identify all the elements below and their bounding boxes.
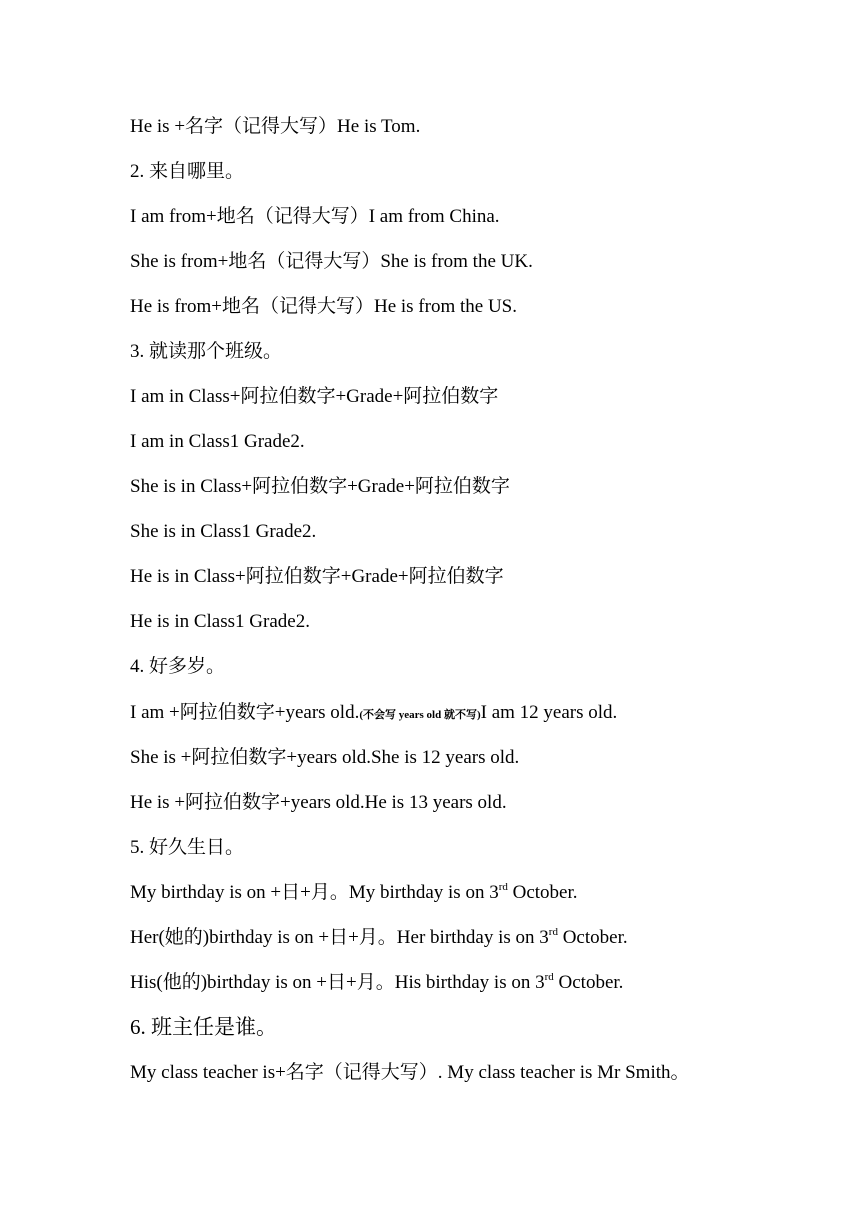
section-heading: 2. 来自哪里。 xyxy=(130,161,245,182)
superscript: rd xyxy=(544,970,554,983)
text-line xyxy=(130,701,617,727)
text-line: I am in Class1 Grade2. xyxy=(130,431,305,452)
text-segment: His(他的)birthday is on +日+月。His birthday is on 3 xyxy=(130,972,545,993)
text-line: He is in Class+阿拉伯数字+Grade+阿拉伯数字 xyxy=(130,566,504,587)
small-note: (不会写 years old 就不写) xyxy=(359,709,481,721)
text-segment: I am 12 years old. xyxy=(480,702,618,723)
superscript: rd xyxy=(548,925,558,938)
text-segment: Her(她的)birthday is on +日+月。Her birthday is on 3 xyxy=(130,927,549,948)
text-segment: I am +阿拉伯数字+years old. xyxy=(130,702,360,723)
text-line: She is +阿拉伯数字+years old.She is 12 years old. xyxy=(130,747,520,768)
text-line: I am from+地名（记得大写）I am from China. xyxy=(130,206,500,227)
section-heading: 6. 班主任是谁。 xyxy=(130,1015,277,1039)
text-line: She is in Class+阿拉伯数字+Grade+阿拉伯数字 xyxy=(130,476,510,497)
text-segment: October. xyxy=(507,882,578,903)
text-line: She is in Class1 Grade2. xyxy=(130,521,317,542)
section-heading: 3. 就读那个班级。 xyxy=(130,341,283,362)
superscript: rd xyxy=(498,880,508,893)
text-segment: My birthday is on +日+月。My birthday is on 3 xyxy=(130,882,499,903)
text-line: He is +阿拉伯数字+years old.He is 13 years old. xyxy=(130,792,507,813)
text-line: My class teacher is+名字（记得大写）. My class teacher is Mr Smith。 xyxy=(130,1062,690,1083)
text-line xyxy=(130,881,578,905)
text-line: She is from+地名（记得大写）She is from the UK. xyxy=(130,251,533,272)
text-line: He is +名字（记得大写）He is Tom. xyxy=(130,116,421,137)
section-heading: 5. 好久生日。 xyxy=(130,837,245,858)
text-line: I am in Class+阿拉伯数字+Grade+阿拉伯数字 xyxy=(130,386,499,407)
text-line: He is from+地名（记得大写）He is from the US. xyxy=(130,296,517,317)
text-line: He is in Class1 Grade2. xyxy=(130,611,310,632)
section-heading: 4. 好多岁。 xyxy=(130,656,226,677)
text-line xyxy=(130,971,623,995)
text-segment: October. xyxy=(557,927,628,948)
text-segment: October. xyxy=(553,972,624,993)
text-line xyxy=(130,926,628,950)
